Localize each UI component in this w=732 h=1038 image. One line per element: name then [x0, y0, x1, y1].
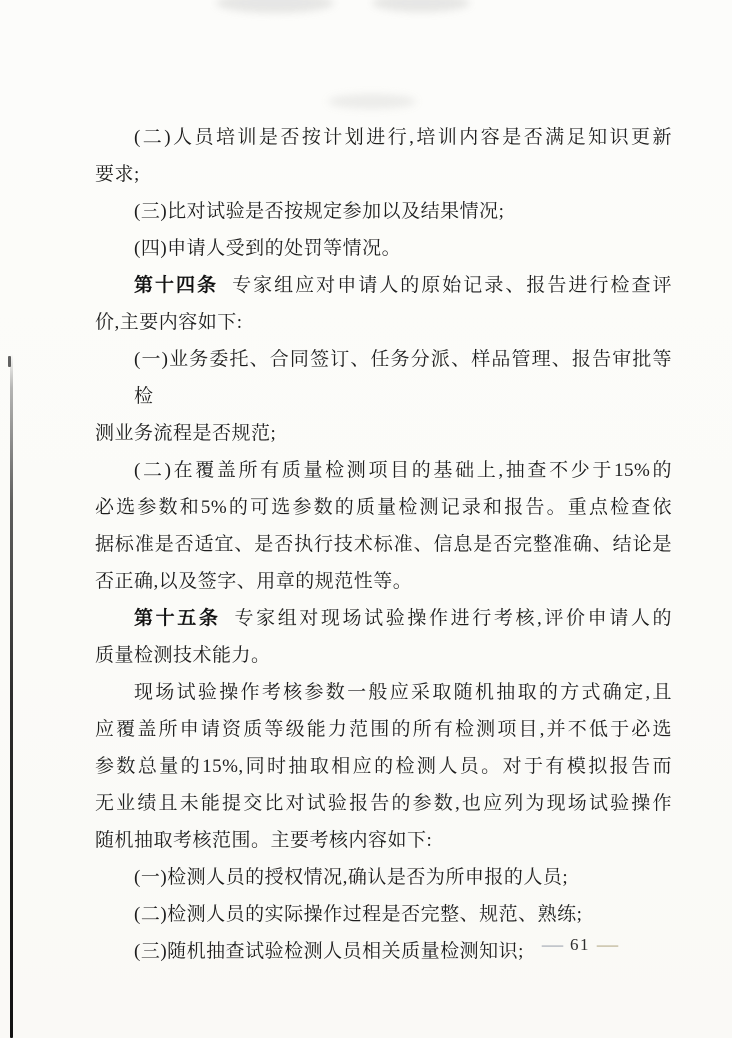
page-number-value: 61	[570, 935, 590, 954]
text-line: (二)在覆盖所有质量检测项目的基础上,抽查不少于15%的	[134, 460, 672, 481]
text-line: (四)申请人受到的处罚等情况。	[134, 238, 402, 259]
text-line: 要求;	[95, 164, 140, 185]
article-text: 专家组应对申请人的原始记录、报告进行检查评	[232, 275, 672, 296]
document-body	[95, 119, 672, 970]
binding-shadow	[10, 354, 13, 1038]
text-line: 无业绩且未能提交比对试验报告的参数,也应列为现场试验操作	[95, 793, 672, 814]
text-line: 随机抽取考核范围。主要考核内容如下:	[95, 830, 433, 851]
text-line: (二)检测人员的实际操作过程是否完整、规范、熟练;	[134, 904, 583, 925]
article-number: 第十五条	[134, 608, 221, 629]
text-line: 否正确,以及签字、用章的规范性等。	[95, 571, 413, 592]
scan-smudge	[328, 94, 416, 109]
article-number: 第十四条	[134, 275, 219, 296]
page-number-dash-right: —	[596, 935, 619, 954]
text-line: 现场试验操作考核参数一般应采取随机抽取的方式确定,且	[134, 682, 672, 703]
text-line: 测业务流程是否规范;	[95, 423, 277, 444]
article-text: 专家组对现场试验操作进行考核,评价申请人的	[234, 608, 672, 629]
page-number-dash-left: —	[541, 935, 564, 954]
text-line: (三)随机抽查试验检测人员相关质量检测知识;	[134, 941, 524, 962]
text-line: (一)检测人员的授权情况,确认是否为所申报的人员;	[134, 867, 569, 888]
text-line: 必选参数和5%的可选参数的质量检测记录和报告。重点检查依	[95, 497, 672, 518]
text-line: 据标准是否适宜、是否执行技术标准、信息是否完整准确、结论是	[95, 534, 672, 555]
text-line: 质量检测技术能力。	[95, 645, 271, 666]
text-line-article-14	[95, 267, 672, 304]
scan-smudge	[372, 0, 470, 12]
page-number	[541, 933, 619, 957]
text-line: 参数总量的15%,同时抽取相应的检测人员。对于有模拟报告而	[95, 756, 672, 777]
text-line: (三)比对试验是否按规定参加以及结果情况;	[134, 201, 505, 222]
binding-shadow-notch	[8, 356, 11, 367]
scan-smudge	[216, 0, 334, 13]
text-line: 应覆盖所申请资质等级能力范围的所有检测项目,并不低于必选	[95, 719, 672, 740]
text-line: 价,主要内容如下:	[95, 312, 243, 333]
text-line-article-15	[95, 600, 672, 637]
text-line: (二)人员培训是否按计划进行,培训内容是否满足知识更新	[134, 127, 672, 148]
text-line: (一)业务委托、合同签订、任务分派、样品管理、报告审批等检	[134, 349, 672, 407]
